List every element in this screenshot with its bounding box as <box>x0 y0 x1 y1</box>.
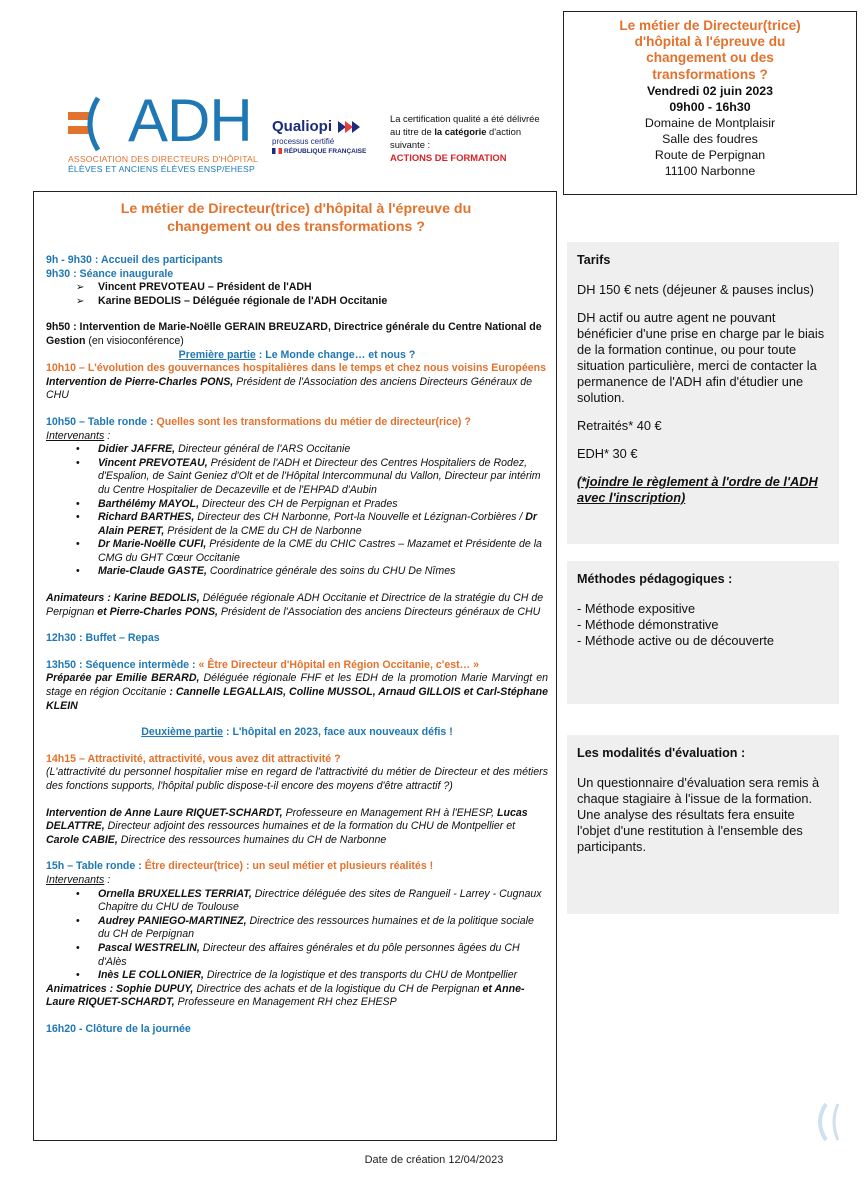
decorative-brace-icon <box>808 1100 848 1144</box>
inaugural-speaker: ➢ Karine BEDOLIS – Déléguée régionale de l'ADH Occitanie <box>46 295 548 309</box>
sequence-preparation: Préparée par Emilie BERARD, Déléguée régionale FHF et les EDH de la promotion Marie Marvingt en stage en région Occitanie : Cannelle LEGALLAIS, Colline MUSSOL, Arnaud GILLOIS et Carl-Stéphane KLEIN <box>46 672 548 712</box>
list-item: • Richard BARTHES, Directeur des CH Narbonne, Port-la Nouvelle et Lézignan-Corbières / Dr Alain PERET, Président de la CME du CH de Narbonne <box>46 511 548 538</box>
schedule-accueil: 9h - 9h30 : Accueil des participants <box>46 254 223 266</box>
schedule-14h15: 14h15 – Attractivité, attractivité, vous avez dit attractivité ? <box>46 752 341 765</box>
inaugural-speaker: ➢ Vincent PREVOTEAU – Président de l'ADH <box>46 281 548 295</box>
schedule-seance-inaugurale: 9h30 : Séance inaugurale <box>46 267 174 280</box>
schedule-10h10: 10h10 – L'évolution des gouvernances hospitalières dans le temps et chez nous voisins Européens <box>46 362 547 375</box>
part-1-heading: Première partie : Le Monde change… et nous ? <box>178 348 416 361</box>
tarifs-heading: Tarifs <box>577 253 611 267</box>
methode-item: - Méthode active ou de découverte <box>577 633 775 648</box>
event-info-box <box>563 11 857 195</box>
tarif-retraites: Retraités* 40 € <box>577 418 662 433</box>
qualiopi-country: RÉPUBLIQUE FRANÇAISE <box>272 148 382 155</box>
animateurs-1: Animateurs : Karine BEDOLIS, Déléguée régionale ADH Occitanie et Directrice de la stratégie du CH de Perpignan et Pierre-Charles PONS, Président de l'Association des anciens Directeurs généraux de CHU <box>46 592 544 618</box>
tarif-edh: EDH* 30 € <box>577 446 638 461</box>
intervenants-label: Intervenants : <box>46 429 111 442</box>
french-flag-icon <box>272 148 282 154</box>
modalites-panel <box>567 735 839 914</box>
event-location: Domaine de Montplaisir Salle des foudres Route de Perpignan 11100 Narbonne <box>644 115 776 178</box>
attractivite-intervention: Intervention de Anne Laure RIQUET-SCHARDT, Professeure en Management RH à l'EHESP, Lucas DELATTRE, Directeur adjoint des ressources humaines et de la formation du CHU de Montpellier et Carole CABIE, Directrice des ressources humaines du CH de Narbonne <box>46 806 528 846</box>
pons-intervention: Intervention de Pierre-Charles PONS, Président de l'Association des anciens Directeurs Généraux de CHU <box>46 375 533 402</box>
modalites-heading: Les modalités d'évaluation : <box>577 746 746 760</box>
list-item: • Didier JAFFRE, Directeur général de l'ARS Occitanie <box>46 443 548 457</box>
schedule-15h: 15h – Table ronde : Être directeur(trice) : un seul métier et plusieurs réalités ! <box>46 860 434 873</box>
adh-logo-subtitle-2: ÉLÈVES ET ANCIENS ÉLÈVES ENSP/EHESP <box>68 164 255 174</box>
list-item: • Ornella BRUXELLES TERRIAT, Directrice déléguée des sites de Rangueil - Larrey - Cugnaux Chapitre du CHU de Toulouse <box>46 888 548 915</box>
modalites-text-2: Une analyse des résultats fera ensuite l'objet d'une restitution à l'ensemble des participants. <box>577 807 803 854</box>
schedule-cloture: 16h20 - Clôture de la journée <box>46 1022 191 1035</box>
event-title: Le métier de Directeur(trice) d'hôpital à l'épreuve du changement ou des transformations ? <box>619 18 801 82</box>
list-item: • Audrey PANIEGO-MARTINEZ, Directrice des ressources humaines et de la politique sociale du CH de Perpignan <box>46 915 548 942</box>
schedule-buffet: 12h30 : Buffet – Repas <box>46 632 160 645</box>
tarifs-note: (*joindre le règlement à l'ordre de l'ADH avec l'inscription) <box>577 474 818 505</box>
methode-item: - Méthode expositive <box>577 601 696 616</box>
adh-logo-icon <box>68 96 126 152</box>
modalites-text-1: Un questionnaire d'évaluation sera remis à chaque stagiaire à l'issue de la formation. <box>577 775 820 806</box>
list-item: • Marie-Claude GASTE, Coordinatrice générale des soins du CHU De Nîmes <box>46 565 548 579</box>
program-box <box>33 191 557 1141</box>
methodes-heading: Méthodes pédagogiques : <box>577 572 733 586</box>
round-table-2-speakers <box>46 888 548 983</box>
intervenants-label-2: Intervenants : <box>46 873 111 886</box>
schedule-13h50: 13h50 : Séquence intermède : « Être Directeur d'Hôpital en Région Occitanie, c'est… » <box>46 658 480 671</box>
program-body <box>46 254 548 1037</box>
adh-logo <box>68 87 258 174</box>
attractivite-description: (L'attractivité du personnel hospitalier mise en regard de l'attractivité du métier de Directeur et des métiers des fonctions supports, l'hôpital public dispose-t-il encore des moyens d'être attractif ?) <box>46 766 548 792</box>
qualiopi-logo <box>272 118 382 168</box>
tarifs-panel <box>567 242 839 544</box>
adh-logo-text: ADH <box>128 87 252 154</box>
adh-logo-subtitle-1: ASSOCIATION DES DIRECTEURS D'HÔPITAL <box>68 154 258 164</box>
list-item: • Vincent PREVOTEAU, Président de l'ADH et Directeur des Centres Hospitaliers de Rodez, d'Espalion, de Saint Geniez d'Olt et de l'Hôpital Intercommunal du Vallon, Directeur par intérim du Centre Hospitalier de Decazeville et de l'EHPAD d'Aubin <box>46 457 548 498</box>
schedule-10h50: 10h50 – Table ronde : Quelles sont les transformations du métier de directeur(rice) ? <box>46 415 471 428</box>
methodes-panel <box>567 561 839 704</box>
certification-text: La certification qualité a été délivrée au titre de la catégorie d'action suivante : ACTIONS DE FORMATION <box>390 113 540 163</box>
animatrices-2: Animatrices : Sophie DUPUY, Directrice des achats et de la logistique du CH de Perpignan et Anne-Laure RIQUET-SCHARDT, Professeure en Management RH chez EHESP <box>46 982 525 1009</box>
methode-item: - Méthode démonstrative <box>577 617 719 632</box>
tarif-dh-actif: DH actif ou autre agent ne pouvant bénéficier d'une prise en charge par le biais de la formation continue, ou pour toute situation particulière, merci de contacter la permanence de l'ADH afin d'étudier une solution. <box>577 310 825 405</box>
qualiopi-name: Qualiopi <box>272 118 332 135</box>
certification-category: ACTIONS DE FORMATION <box>390 152 507 163</box>
qualiopi-subtitle: processus certifié <box>272 137 335 146</box>
creation-date: Date de création 12/04/2023 <box>364 1154 504 1166</box>
round-table-1-speakers <box>46 443 548 579</box>
list-item: • Inès LE COLLONIER, Directrice de la logistique et des transports du CHU de Montpellier <box>46 969 548 983</box>
list-item: • Barthélémy MAYOL, Directeur des CH de Perpignan et Prades <box>46 498 548 512</box>
program-title: Le métier de Directeur(trice) d'hôpital à l'épreuve du changement ou des transformations ? <box>120 201 472 235</box>
schedule-9h50: 9h50 : Intervention de Marie-Noëlle GERAIN BREUZARD, Directrice générale du Centre National de Gestion (en visioconférence) <box>46 321 542 347</box>
list-item: • Pascal WESTRELIN, Directeur des affaires générales et du pôle personnes âgées du CH d'Alès <box>46 942 548 969</box>
tarif-dh: DH 150 € nets (déjeuner & pauses inclus) <box>577 282 814 297</box>
event-time: 09h00 - 16h30 <box>669 99 751 114</box>
qualiopi-arrows-icon <box>338 121 360 133</box>
event-date: Vendredi 02 juin 2023 <box>646 83 774 98</box>
list-item: • Dr Marie-Noëlle CUFI, Présidente de la CME du CHIC Castres – Mazamet et Présidente de la CMG du GHT Cœur Occitanie <box>46 538 548 565</box>
part-2-heading: Deuxième partie : L'hôpital en 2023, face aux nouveaux défis ! <box>141 726 453 739</box>
